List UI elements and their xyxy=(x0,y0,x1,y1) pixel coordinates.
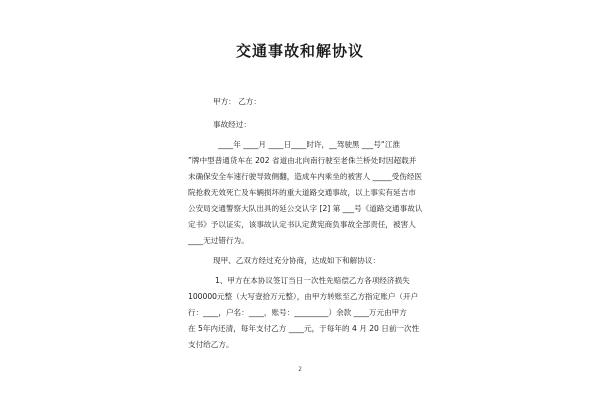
incident-line: 公安局交通警察大队出具的延公交认字 [2] 第 ___号《道路交通事故认 xyxy=(188,204,423,213)
incident-line: 未确保安全车速行驶导致侧翻，造成车内乘坐的被害人 _____受伤经医 xyxy=(188,172,423,181)
incident-line: ____年 ____月 ____日____时许，__驾驶黑 ___号“江淮 xyxy=(218,140,401,149)
clause-line: 100000元整（大写壹拾万元整），由甲方转账至乙方指定账户（开户 xyxy=(188,292,419,301)
parties-line: 甲方： 乙方： xyxy=(213,97,261,106)
incident-heading: 事故经过： xyxy=(213,120,251,129)
clause-line: 在 5年内还清，每年支付乙方 ____元，于每年的 4 月 20 日前一次性 xyxy=(188,324,420,333)
clause-line: 1、甲方在本协议签订当日一次性先赔偿乙方各项经济损失 xyxy=(215,276,410,285)
document-title: 交通事故和解协议 xyxy=(235,42,364,60)
incident-line: ____无过错行为。 xyxy=(188,236,249,245)
incident-line: 定书》予以证实，该事故认定书认定黄宪商负事故全部责任，被害人 xyxy=(188,220,416,229)
clause-line: 支付给乙方。 xyxy=(188,340,234,349)
incident-line: ”牌中型普通货车在 202 省道由北向南行驶至老侏兰桥处时因超载并 xyxy=(188,156,417,165)
incident-line: 院抢救无效死亡及车辆损坏的重大道路交通事故，以上事实有延吉市 xyxy=(188,188,416,197)
clause-line: 行：____，户名：____，账号：_________）余款 ____万元由甲方 xyxy=(188,308,407,317)
negotiation-line: 现甲、乙双方经过充分协商，达成如下和解协议： xyxy=(213,256,381,265)
page-number: 2 xyxy=(298,366,302,373)
